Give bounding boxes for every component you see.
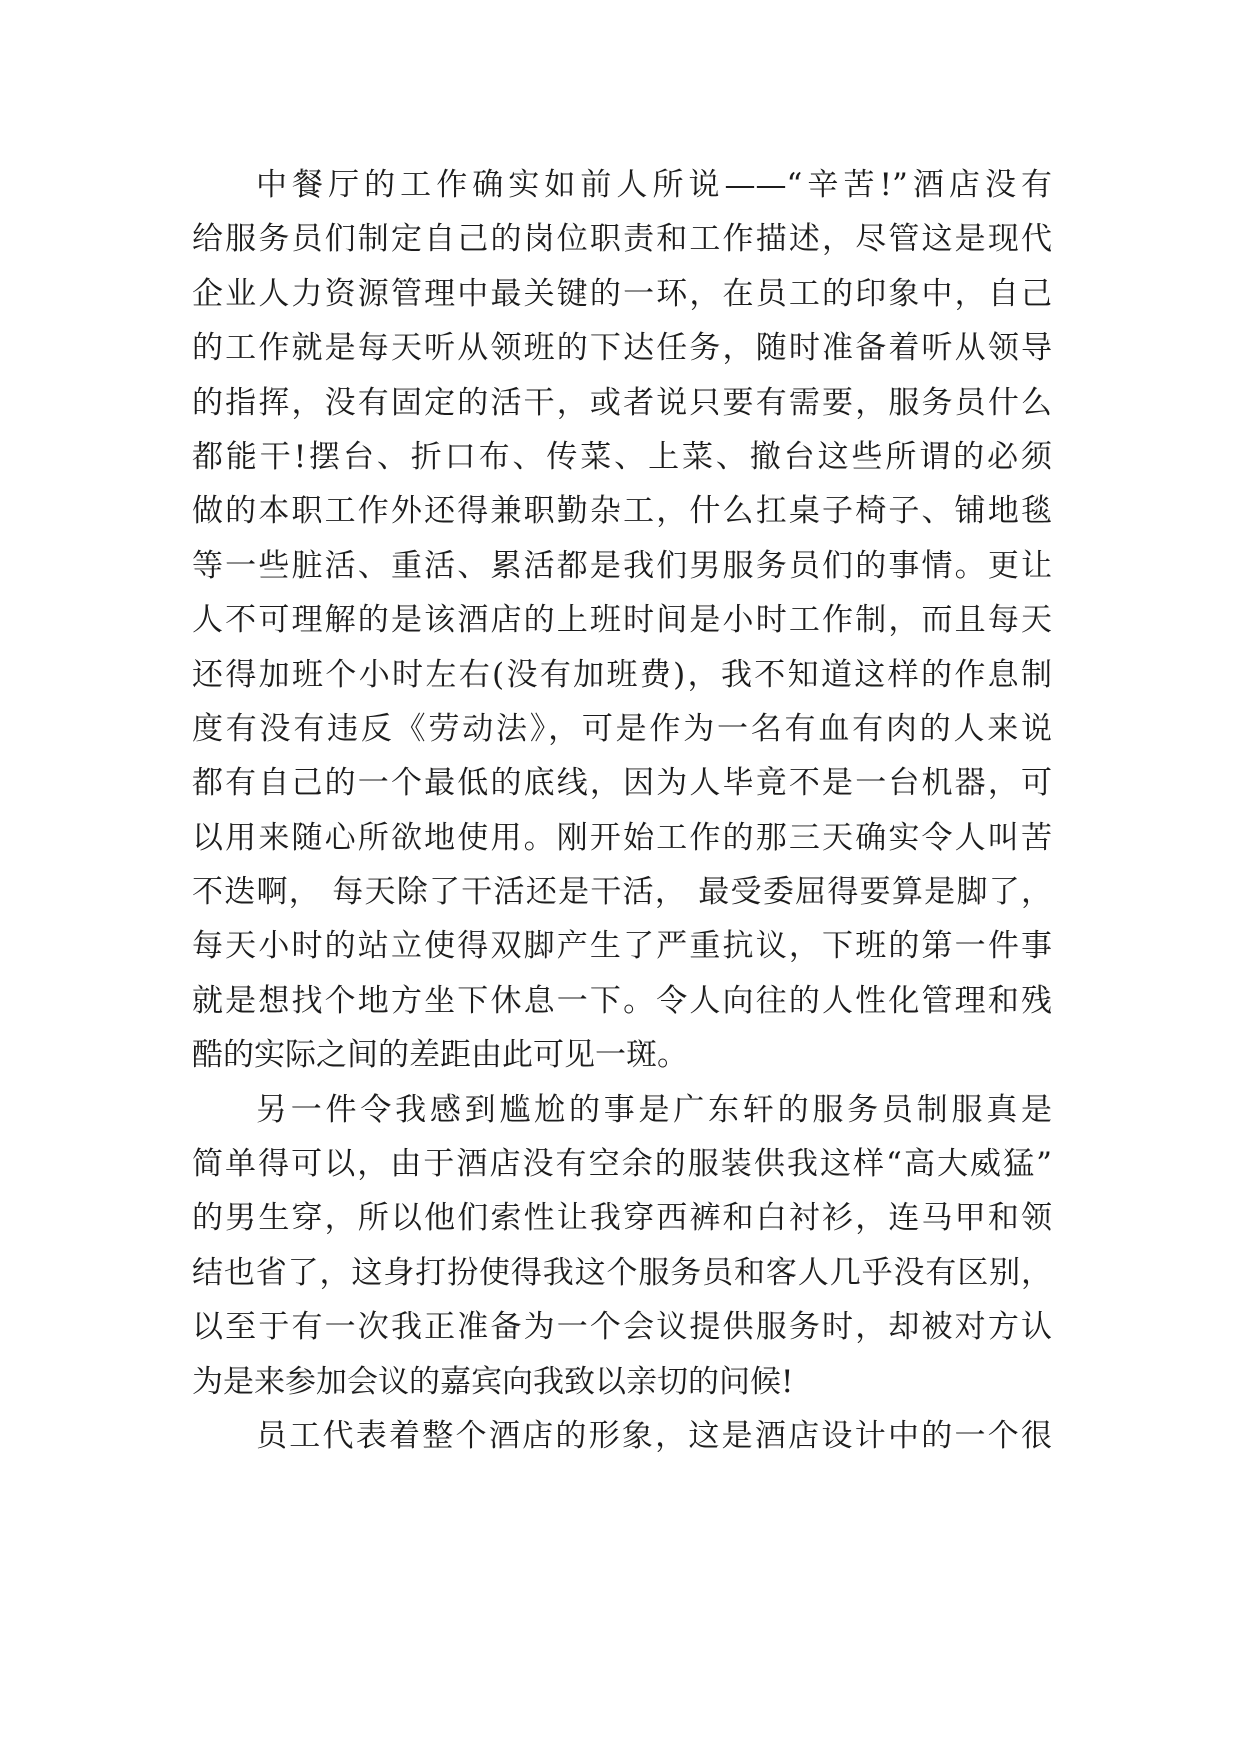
paragraph-1-line-15: 每天小时的站立使得双脚产生了严重抗议，下班的第一件事 (192, 928, 1052, 965)
paragraph-1-line-5: 的指挥，没有固定的活干，或者说只要有需要，服务员什么 (192, 384, 1052, 421)
paragraph-1-line-11: 度有没有违反《劳动法》，可是作为一名有血有肉的人来说 (192, 710, 1052, 747)
paragraph-1-line-14: 不迭啊， 每天除了干活还是干活， 最受委屈得要算是脚了， (192, 874, 1052, 911)
paragraph-2-line-5: 以至于有一次我正准备为一个会议提供服务时，却被对方认 (192, 1309, 1052, 1346)
paragraph-2-line-6: 为是来参加会议的嘉宾向我致以亲切的问候! (192, 1363, 794, 1400)
paragraph-2-line-2: 简单得可以，由于酒店没有空余的服装供我这样“高大威猛” (192, 1146, 1052, 1183)
paragraph-1-line-2: 给服务员们制定自己的岗位职责和工作描述，尽管这是现代 (192, 221, 1052, 258)
paragraph-1-line-10: 还得加班个小时左右(没有加班费)，我不知道这样的作息制 (192, 656, 1052, 693)
paragraph-3-line-1: 员工代表着整个酒店的形象，这是酒店设计中的一个很 (256, 1417, 1052, 1454)
paragraph-1-line-9: 人不可理解的是该酒店的上班时间是小时工作制，而且每天 (192, 602, 1052, 639)
paragraph-1-line-12: 都有自己的一个最低的底线，因为人毕竟不是一台机器，可 (192, 765, 1052, 802)
paragraph-2-line-1: 另一件令我感到尴尬的事是广东轩的服务员制服真是 (256, 1091, 1052, 1128)
paragraph-1-line-4: 的工作就是每天听从领班的下达任务，随时准备着听从领导 (192, 330, 1052, 367)
paragraph-1-line-6: 都能干!摆台、折口布、传菜、上菜、撤台这些所谓的必须 (192, 438, 1052, 475)
paragraph-1-line-16: 就是想找个地方坐下休息一下。令人向往的人性化管理和残 (192, 982, 1052, 1019)
paragraph-1-line-1: 中餐厅的工作确实如前人所说——“辛苦!”酒店没有 (256, 167, 1052, 203)
paragraph-1-line-17: 酷的实际之间的差距由此可见一斑。 (192, 1037, 688, 1074)
paragraph-1-line-7: 做的本职工作外还得兼职勤杂工，什么扛桌子椅子、铺地毯 (192, 493, 1052, 530)
paragraph-1-line-13: 以用来随心所欲地使用。刚开始工作的那三天确实令人叫苦 (192, 819, 1052, 856)
paragraph-1-line-8: 等一些脏活、重活、累活都是我们男服务员们的事情。更让 (192, 547, 1052, 584)
paragraph-2-line-4: 结也省了，这身打扮使得我这个服务员和客人几乎没有区别， (192, 1254, 1052, 1291)
paragraph-2-line-3: 的男生穿，所以他们索性让我穿西裤和白衬衫，连马甲和领 (192, 1200, 1052, 1237)
paragraph-1-line-3: 企业人力资源管理中最关键的一环，在员工的印象中，自己 (192, 275, 1052, 312)
document-body (192, 158, 1052, 1463)
